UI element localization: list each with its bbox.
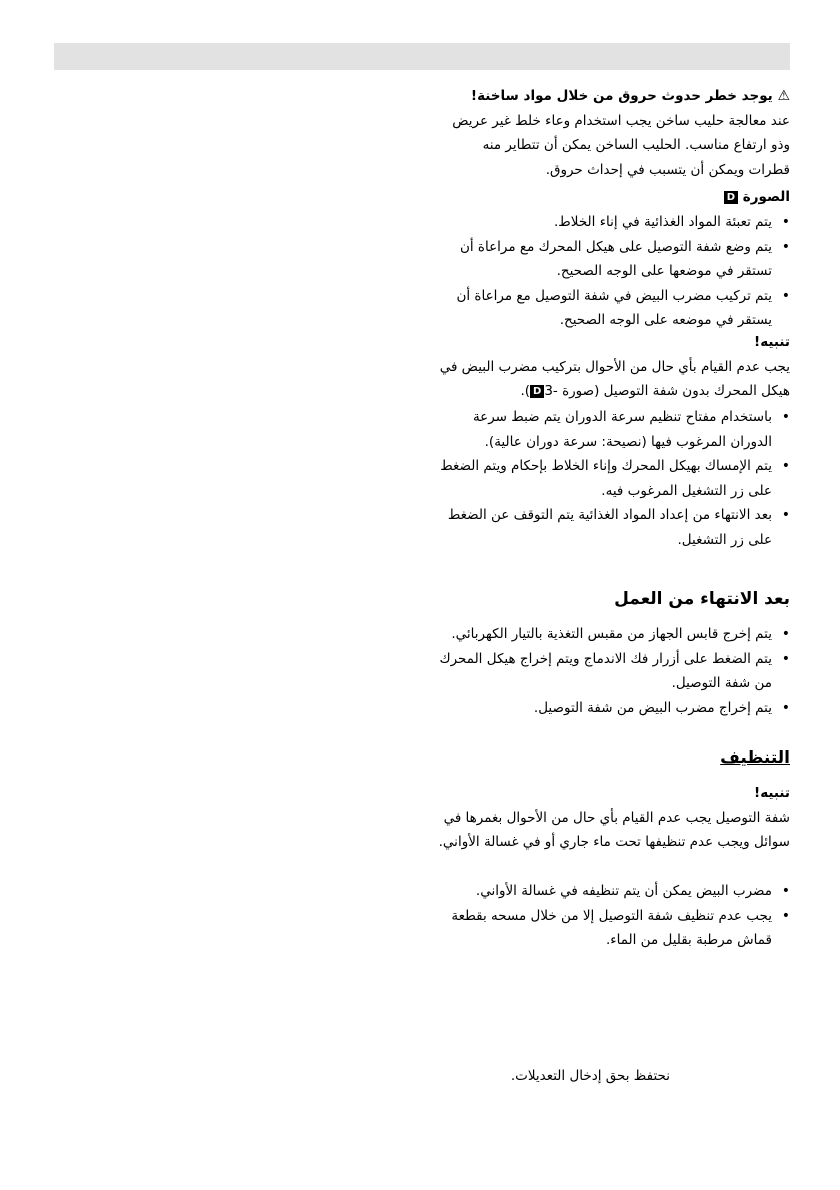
notice-title: تنبيه! xyxy=(754,334,790,350)
list-item: • بعد الانتهاء من إعداد المواد الغذائية يتم التوقف عن الضغط على زر التشغيل. xyxy=(438,503,772,552)
after-work-list xyxy=(438,622,790,720)
warning-text: عند معالجة حليب ساخن يجب استخدام وعاء خلط غير عريض وذو ارتفاع مناسب. الحليب الساخن يمكن أن تتطاير منه قطرات ويمكن أن يتسبب في إحداث حروق. xyxy=(452,112,790,178)
figure-letter-box: D xyxy=(724,191,738,204)
list-item: • يتم تركيب مضرب البيض في شفة التوصيل مع مراعاة أن يستقر في موضعه على الوجه الصحيح. xyxy=(438,284,772,333)
figure-label xyxy=(438,185,790,210)
header-bar xyxy=(54,43,790,70)
section-heading-after-work: بعد الانتهاء من العمل xyxy=(614,589,790,609)
cleaning-notice xyxy=(438,781,790,855)
warning-triangle-icon: ⚠ xyxy=(777,88,790,104)
ref-letter-box: D xyxy=(530,385,544,398)
bullet-list-1 xyxy=(438,210,790,333)
list-item: • يتم تعبئة المواد الغذائية في إناء الخلاط. xyxy=(438,210,772,235)
list-item: • مضرب البيض يمكن أن يتم تنظيفه في غسالة الأواني. xyxy=(438,879,772,904)
content-column xyxy=(438,84,790,1084)
ref-end: ). xyxy=(520,383,530,399)
figure-label-text: الصورة xyxy=(742,189,790,205)
notice-text: شفة التوصيل يجب عدم القيام بأي حال من الأحوال بغمرها في سوائل ويجب عدم تنظيفها تحت ماء جاري أو في غسالة الأواني. xyxy=(438,809,790,850)
notice-block xyxy=(438,330,790,404)
cleaning-list xyxy=(438,879,790,953)
notice-text xyxy=(438,355,790,404)
footer-note: نحتفظ بحق إدخال التعديلات. xyxy=(510,1068,670,1084)
list-item: • باستخدام مفتاح تنظيم سرعة الدوران يتم ضبط سرعة الدوران المرغوب فيها (نصيحة: سرعة دوران عالية). xyxy=(438,405,772,454)
section-heading-cleaning: التنظيف xyxy=(720,748,790,768)
ref-num: 3- xyxy=(544,383,558,399)
warning-title: يوجد خطر حدوث حروق من خلال مواد ساخنة! xyxy=(470,88,773,104)
notice-body: يجب عدم القيام بأي حال من الأحوال بتركيب مضرب البيض في هيكل المحرك بدون شفة التوصيل (صورة xyxy=(439,358,790,399)
list-item: • يتم إخرج قابس الجهاز من مقبس التغذية بالتيار الكهربائي. xyxy=(438,622,772,647)
list-item: • يتم الضغط على أزرار فك الاندماج ويتم إخراج هيكل المحرك من شفة التوصيل. xyxy=(438,647,772,696)
list-item: • يتم الإمساك بهيكل المحرك وإناء الخلاط بإحكام ويتم الضغط على زر التشغيل المرغوب فيه. xyxy=(438,454,772,503)
list-item: • يتم إخراج مضرب البيض من شفة التوصيل. xyxy=(438,696,772,721)
list-item: • يتم وضع شفة التوصيل على هيكل المحرك مع مراعاة أن تستقر في موضعها على الوجه الصحيح. xyxy=(438,235,772,284)
bullet-list-2 xyxy=(438,405,790,552)
list-item: • يجب عدم تنظيف شفة التوصيل إلا من خلال مسحه بقطعة قماش مرطبة بقليل من الماء. xyxy=(438,904,772,953)
notice-title: تنبيه! xyxy=(754,785,790,801)
warning-block xyxy=(438,84,790,182)
